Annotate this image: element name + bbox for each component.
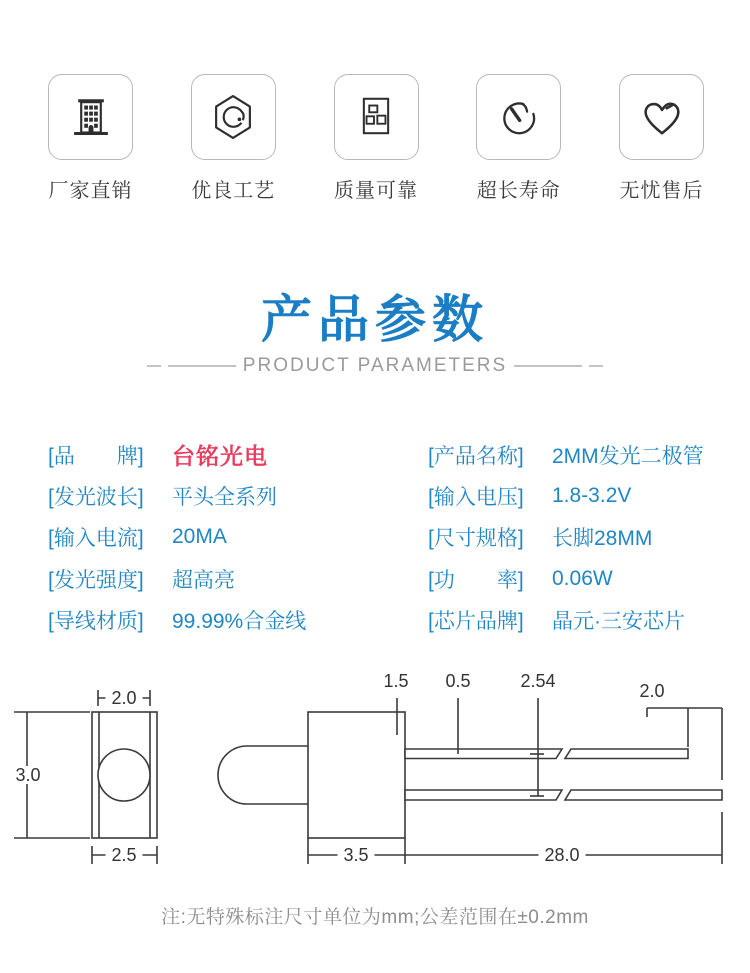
spec-row-wavelength [48,475,388,516]
dim-front-top: 2.0 [105,689,142,707]
spec-row-wire [48,599,388,640]
page-subtitle: PRODUCT PARAMETERS [242,355,508,376]
feature-long-life [476,74,561,203]
spec-value: 0.06W [552,566,613,590]
section-title-block [0,292,750,377]
feature-box [191,74,276,160]
spec-label: [尺寸规格] [428,527,524,551]
stopwatch-icon [492,90,546,144]
feature-factory-direct [48,74,133,203]
spec-row-size [428,517,738,558]
feature-label: 优良工艺 [191,180,276,202]
feature-box [334,74,419,160]
divider-line [168,365,236,367]
spec-row-product-name [428,434,738,475]
spec-label: [输入电流] [48,527,144,551]
feature-fine-craft [191,74,276,203]
dim-front-bottom: 2.5 [105,846,142,864]
spec-label: [品 牌] [48,444,144,468]
spec-value-brand: 台铭光电 [172,443,268,470]
spec-label: [发光强度] [48,568,144,592]
spec-row-chip [428,599,738,640]
feature-box [476,74,561,160]
spec-label: [产品名称] [428,444,524,468]
tolerance-note: 注:无特殊标注尺寸单位为mm;公差范围在±0.2mm [161,907,589,928]
feature-row [48,74,704,203]
quality-blocks-icon [349,90,403,144]
feature-box [619,74,704,160]
spec-value: 2MM发光二极管 [552,444,704,468]
feature-after-sales [619,74,704,203]
spec-value: 20MA [172,525,227,549]
divider-line [514,365,582,367]
spec-row-current [48,517,388,558]
spec-label: [芯片品牌] [428,609,524,633]
dim-lead-length: 28.0 [538,846,585,864]
spec-table [0,434,750,644]
feature-label: 质量可靠 [334,180,418,202]
dim-front-height: 3.0 [9,766,46,784]
spec-row-brand [48,434,388,475]
dim-lead-offset: 2.0 [639,681,665,701]
spec-row-voltage [428,475,738,516]
spec-value: 晶元·三安芯片 [552,609,685,633]
spec-label: [发光波长] [48,485,144,509]
feature-box [48,74,133,160]
spec-value: 长脚28MM [552,527,653,551]
heart-icon [635,90,689,144]
spec-value: 平头全系列 [172,485,277,509]
hexagon-craft-icon [206,90,260,144]
divider-line [147,365,161,367]
spec-label: [导线材质] [48,609,144,633]
feature-label: 无忧售后 [619,180,704,202]
spec-label: [输入电压] [428,485,524,509]
building-icon [64,90,118,144]
spec-column-right [428,434,738,640]
dim-body-width: 3.5 [337,846,374,864]
feature-label: 厂家直销 [48,180,133,202]
dim-lead-thickness: 0.5 [445,671,471,691]
page-subtitle-row [0,355,750,377]
led-technical-drawing [0,650,750,885]
spec-value: 超高亮 [172,568,235,592]
dim-lead-pitch: 2.54 [520,671,556,691]
spec-value: 99.99%合金线 [172,609,307,633]
spec-value: 1.8-3.2V [552,483,632,507]
spec-row-power [428,558,738,599]
dim-flange: 1.5 [383,671,409,691]
spec-column-left [48,434,388,640]
spec-row-intensity [48,558,388,599]
spec-label: [功 率] [428,568,524,592]
divider-line [589,365,603,367]
page-title: 产品参数 [260,291,489,348]
feature-label: 超长寿命 [476,180,561,202]
feature-reliable-quality [334,74,419,203]
